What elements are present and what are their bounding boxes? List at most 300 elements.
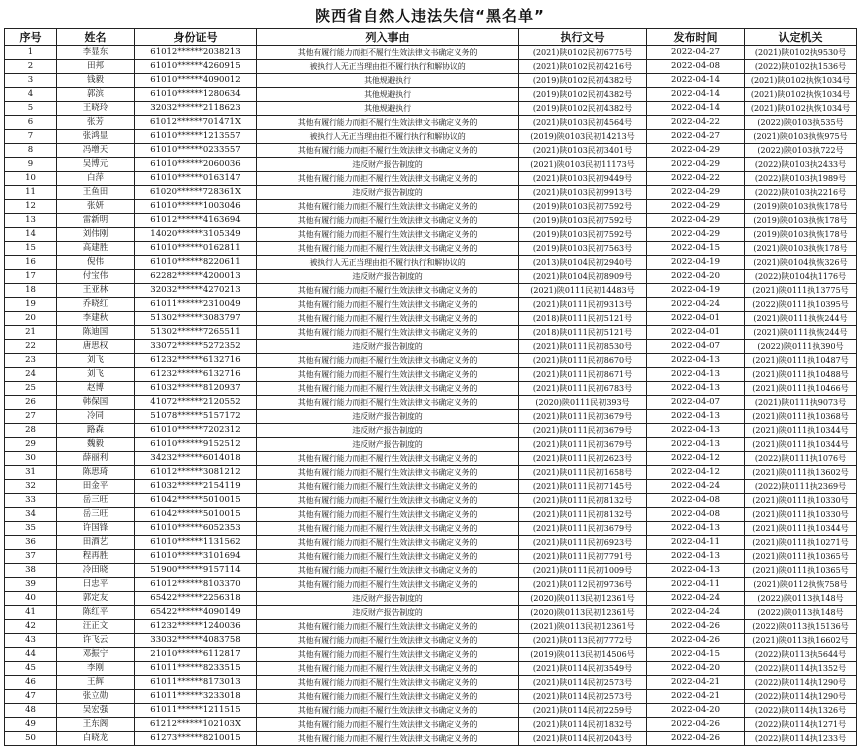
cell-index: 42 [5,620,57,634]
cell-index: 34 [5,508,57,522]
cell-document-number: (2021)陕0113民初12361号 [519,620,647,634]
table-row [5,676,857,690]
cell-document-number: (2020)陕0113民初12361号 [519,592,647,606]
cell-authority: (2021)陕0111执10271号 [745,536,857,550]
cell-authority: (2022)陕0113执148号 [745,592,857,606]
cell-id-number: 61010******1213557 [135,130,257,144]
cell-authority: (2021)陕0111执9073号 [745,396,857,410]
cell-index: 38 [5,564,57,578]
cell-index: 46 [5,676,57,690]
cell-index: 30 [5,452,57,466]
cell-reason: 其他有履行能力而拒不履行生效法律文书确定义务的 [257,690,519,704]
cell-reason: 其他规避执行 [257,74,519,88]
cell-document-number: (2021)陕0111民初7145号 [519,480,647,494]
cell-index: 41 [5,606,57,620]
cell-reason: 其他有履行能力而拒不履行生效法律文书确定义务的 [257,326,519,340]
cell-reason: 其他有履行能力而拒不履行生效法律文书确定义务的 [257,648,519,662]
cell-id-number: 61011******1211515 [135,704,257,718]
cell-id-number: 33032******4083758 [135,634,257,648]
cell-publish-date: 2022-04-13 [647,382,745,396]
cell-index: 44 [5,648,57,662]
cell-document-number: (2021)陕0111民初8132号 [519,508,647,522]
cell-index: 33 [5,494,57,508]
cell-id-number: 61012******8103370 [135,578,257,592]
cell-name: 邓振宁 [57,648,135,662]
cell-name: 冯增天 [57,144,135,158]
cell-document-number: (2021)陕0114民初2043号 [519,732,647,746]
cell-reason: 被执行人无正当理由拒不履行执行和解协议的 [257,60,519,74]
cell-document-number: (2021)陕0111民初3679号 [519,438,647,452]
cell-id-number: 61010******1131562 [135,536,257,550]
cell-id-number: 51302******3083797 [135,312,257,326]
cell-index: 1 [5,46,57,60]
cell-publish-date: 2022-04-01 [647,326,745,340]
cell-index: 8 [5,144,57,158]
cell-name: 王鱼田 [57,186,135,200]
cell-document-number: (2021)陕0111民初14483号 [519,284,647,298]
cell-authority: (2022)陕0113执15136号 [745,620,857,634]
cell-reason: 违反财产报告制度的 [257,592,519,606]
cell-name: 田邦 [57,60,135,74]
cell-authority: (2021)陕0102执恢1034号 [745,88,857,102]
cell-document-number: (2019)陕0103民初7563号 [519,242,647,256]
cell-name: 陈红平 [57,606,135,620]
cell-publish-date: 2022-04-08 [647,494,745,508]
cell-document-number: (2021)陕0103民初11173号 [519,158,647,172]
cell-id-number: 61012******3081212 [135,466,257,480]
cell-name: 岳三旺 [57,494,135,508]
cell-index: 49 [5,718,57,732]
cell-name: 王晓玲 [57,102,135,116]
cell-authority: (2022)陕0102执1536号 [745,60,857,74]
cell-id-number: 61010******2060036 [135,158,257,172]
cell-document-number: (2021)陕0111民初8671号 [519,368,647,382]
table-row [5,46,857,60]
cell-index: 40 [5,592,57,606]
cell-publish-date: 2022-04-24 [647,480,745,494]
cell-publish-date: 2022-04-20 [647,662,745,676]
col-header-id-number: 身份证号 [135,29,257,46]
cell-authority: (2019)陕0103执恢178号 [745,228,857,242]
cell-document-number: (2021)陕0114民初1832号 [519,718,647,732]
table-row [5,438,857,452]
cell-authority: (2021)陕0111执10330号 [745,508,857,522]
cell-name: 唐思权 [57,340,135,354]
cell-publish-date: 2022-04-20 [647,270,745,284]
col-header-name: 姓名 [57,29,135,46]
cell-publish-date: 2022-04-07 [647,340,745,354]
table-row [5,494,857,508]
cell-reason: 其他有履行能力而拒不履行生效法律文书确定义务的 [257,578,519,592]
cell-authority: (2021)陕0111执恢244号 [745,312,857,326]
cell-document-number: (2021)陕0111民初6783号 [519,382,647,396]
cell-reason: 其他有履行能力而拒不履行生效法律文书确定义务的 [257,200,519,214]
cell-publish-date: 2022-04-29 [647,186,745,200]
cell-authority: (2021)陕0104执恢326号 [745,256,857,270]
cell-authority: (2021)陕0111执10344号 [745,424,857,438]
cell-document-number: (2021)陕0103民初4564号 [519,116,647,130]
cell-name: 陈思琦 [57,466,135,480]
cell-name: 韩保国 [57,396,135,410]
cell-publish-date: 2022-04-15 [647,242,745,256]
cell-publish-date: 2022-04-22 [647,172,745,186]
cell-name: 魏毅 [57,438,135,452]
cell-document-number: (2021)陕0113民初7772号 [519,634,647,648]
cell-document-number: (2019)陕0102民初4382号 [519,74,647,88]
table-row [5,466,857,480]
cell-index: 21 [5,326,57,340]
table-row [5,620,857,634]
cell-reason: 违反财产报告制度的 [257,186,519,200]
cell-index: 27 [5,410,57,424]
cell-publish-date: 2022-04-14 [647,74,745,88]
cell-name: 薛丽利 [57,452,135,466]
cell-reason: 其他有履行能力而拒不履行生效法律文书确定义务的 [257,116,519,130]
cell-document-number: (2021)陕0111民初3679号 [519,410,647,424]
cell-id-number: 61010******0162811 [135,242,257,256]
cell-document-number: (2018)陕0111民初5121号 [519,312,647,326]
cell-index: 3 [5,74,57,88]
cell-authority: (2021)陕0111执10330号 [745,494,857,508]
cell-index: 2 [5,60,57,74]
cell-id-number: 41072******2120552 [135,396,257,410]
cell-publish-date: 2022-04-24 [647,298,745,312]
cell-reason: 其他有履行能力而拒不履行生效法律文书确定义务的 [257,732,519,746]
cell-reason: 其他有履行能力而拒不履行生效法律文书确定义务的 [257,494,519,508]
cell-id-number: 61020******728361X [135,186,257,200]
cell-publish-date: 2022-04-21 [647,676,745,690]
cell-document-number: (2019)陕0102民初4382号 [519,102,647,116]
cell-document-number: (2021)陕0111民初7791号 [519,550,647,564]
cell-reason: 其他有履行能力而拒不履行生效法律文书确定义务的 [257,550,519,564]
cell-index: 5 [5,102,57,116]
cell-name: 李显东 [57,46,135,60]
cell-name: 钱毅 [57,74,135,88]
table-row [5,550,857,564]
cell-document-number: (2020)陕0113民初12361号 [519,606,647,620]
cell-authority: (2021)陕0103执恢178号 [745,242,857,256]
cell-reason: 其他有履行能力而拒不履行生效法律文书确定义务的 [257,704,519,718]
cell-authority: (2022)陕0103执2433号 [745,158,857,172]
table-row [5,74,857,88]
table-row [5,564,857,578]
cell-authority: (2021)陕0111执10368号 [745,410,857,424]
cell-id-number: 61011******3233018 [135,690,257,704]
cell-reason: 其他有履行能力而拒不履行生效法律文书确定义务的 [257,214,519,228]
cell-index: 15 [5,242,57,256]
cell-reason: 其他有履行能力而拒不履行生效法律文书确定义务的 [257,508,519,522]
cell-name: 许国锋 [57,522,135,536]
cell-index: 29 [5,438,57,452]
cell-id-number: 61232******6132716 [135,368,257,382]
cell-index: 45 [5,662,57,676]
col-header-index: 序号 [5,29,57,46]
cell-document-number: (2018)陕0111民初5121号 [519,326,647,340]
cell-document-number: (2019)陕0102民初4382号 [519,88,647,102]
cell-publish-date: 2022-04-21 [647,690,745,704]
cell-name: 付宝伟 [57,270,135,284]
cell-reason: 其他有履行能力而拒不履行生效法律文书确定义务的 [257,718,519,732]
cell-publish-date: 2022-04-12 [647,466,745,480]
cell-id-number: 61032******8120937 [135,382,257,396]
cell-publish-date: 2022-04-13 [647,550,745,564]
cell-reason: 违反财产报告制度的 [257,410,519,424]
table-row [5,354,857,368]
table-row [5,256,857,270]
cell-id-number: 32032******2118623 [135,102,257,116]
cell-authority: (2019)陕0103执恢178号 [745,200,857,214]
table-row [5,88,857,102]
cell-document-number: (2020)陕0111民初393号 [519,396,647,410]
cell-publish-date: 2022-04-27 [647,46,745,60]
cell-reason: 其他有履行能力而拒不履行生效法律文书确定义务的 [257,298,519,312]
cell-index: 43 [5,634,57,648]
cell-name: 刘伟刚 [57,228,135,242]
cell-id-number: 62282******4200013 [135,270,257,284]
cell-document-number: (2021)陕0111民初3679号 [519,424,647,438]
cell-authority: (2021)陕0111执10344号 [745,438,857,452]
cell-name: 许飞云 [57,634,135,648]
table-body [5,46,857,746]
cell-authority: (2022)陕0113执148号 [745,606,857,620]
table-row [5,214,857,228]
cell-reason: 其他有履行能力而拒不履行生效法律文书确定义务的 [257,522,519,536]
cell-authority: (2021)陕0113执16602号 [745,634,857,648]
table-row [5,228,857,242]
cell-authority: (2021)陕0102执恢1034号 [745,102,857,116]
cell-id-number: 61012******2038213 [135,46,257,60]
table-row [5,242,857,256]
cell-document-number: (2021)陕0103民初9449号 [519,172,647,186]
cell-id-number: 61010******4090012 [135,74,257,88]
cell-id-number: 61010******7202312 [135,424,257,438]
cell-index: 47 [5,690,57,704]
cell-authority: (2021)陕0102执9530号 [745,46,857,60]
cell-publish-date: 2022-04-26 [647,718,745,732]
table-row [5,284,857,298]
table-row [5,172,857,186]
cell-publish-date: 2022-04-19 [647,284,745,298]
cell-id-number: 61010******3101694 [135,550,257,564]
cell-authority: (2022)陕0103执535号 [745,116,857,130]
cell-name: 张芳 [57,116,135,130]
cell-name: 刘飞 [57,354,135,368]
cell-reason: 违反财产报告制度的 [257,270,519,284]
cell-index: 50 [5,732,57,746]
cell-name: 冷田晓 [57,564,135,578]
cell-reason: 其他有履行能力而拒不履行生效法律文书确定义务的 [257,676,519,690]
cell-reason: 其他有履行能力而拒不履行生效法律文书确定义务的 [257,228,519,242]
cell-reason: 其他有履行能力而拒不履行生效法律文书确定义务的 [257,396,519,410]
table-row [5,522,857,536]
cell-document-number: (2019)陕0103民初7592号 [519,214,647,228]
cell-reason: 其他有履行能力而拒不履行生效法律文书确定义务的 [257,368,519,382]
cell-id-number: 61010******1003046 [135,200,257,214]
cell-authority: (2022)陕0114执1290号 [745,676,857,690]
cell-authority: (2021)陕0111执13775号 [745,284,857,298]
cell-authority: (2022)陕0103执722号 [745,144,857,158]
cell-id-number: 61212******102103X [135,718,257,732]
cell-publish-date: 2022-04-01 [647,312,745,326]
cell-name: 路森 [57,424,135,438]
cell-id-number: 61010******8220611 [135,256,257,270]
cell-reason: 违反财产报告制度的 [257,340,519,354]
table-row [5,312,857,326]
cell-name: 白萍 [57,172,135,186]
cell-name: 李刚 [57,662,135,676]
cell-reason: 其他有履行能力而拒不履行生效法律文书确定义务的 [257,354,519,368]
cell-name: 倪伟 [57,256,135,270]
cell-publish-date: 2022-04-13 [647,564,745,578]
cell-id-number: 61011******8173013 [135,676,257,690]
cell-authority: (2021)陕0111执10365号 [745,550,857,564]
cell-publish-date: 2022-04-29 [647,214,745,228]
cell-id-number: 61012******701471X [135,116,257,130]
cell-document-number: (2021)陕0111民初1658号 [519,466,647,480]
cell-authority: (2022)陕0114执1233号 [745,732,857,746]
cell-publish-date: 2022-04-13 [647,438,745,452]
cell-id-number: 51078******5157172 [135,410,257,424]
cell-publish-date: 2022-04-13 [647,354,745,368]
cell-publish-date: 2022-04-14 [647,102,745,116]
cell-document-number: (2019)陕0113民初14506号 [519,648,647,662]
cell-reason: 其他有履行能力而拒不履行生效法律文书确定义务的 [257,46,519,60]
table-row [5,200,857,214]
cell-authority: (2021)陕0111执10488号 [745,368,857,382]
cell-publish-date: 2022-04-15 [647,648,745,662]
cell-reason: 被执行人无正当理由拒不履行执行和解协议的 [257,256,519,270]
cell-name: 赵博 [57,382,135,396]
table-row [5,606,857,620]
cell-publish-date: 2022-04-29 [647,200,745,214]
cell-id-number: 61011******2310049 [135,298,257,312]
cell-document-number: (2021)陕0102民初4216号 [519,60,647,74]
cell-index: 16 [5,256,57,270]
cell-reason: 其他有履行能力而拒不履行生效法律文书确定义务的 [257,620,519,634]
table-row [5,718,857,732]
cell-index: 14 [5,228,57,242]
cell-authority: (2021)陕0112执恢758号 [745,578,857,592]
cell-reason: 其他有履行能力而拒不履行生效法律文书确定义务的 [257,382,519,396]
cell-name: 王亚林 [57,284,135,298]
cell-name: 李建秋 [57,312,135,326]
cell-document-number: (2021)陕0112民初9736号 [519,578,647,592]
cell-name: 曰忠平 [57,578,135,592]
cell-document-number: (2021)陕0102民初6775号 [519,46,647,60]
cell-name: 郭滨 [57,88,135,102]
cell-publish-date: 2022-04-08 [647,60,745,74]
cell-document-number: (2021)陕0114民初2573号 [519,676,647,690]
cell-reason: 违反财产报告制度的 [257,606,519,620]
table-row [5,536,857,550]
cell-publish-date: 2022-04-26 [647,732,745,746]
cell-authority: (2022)陕0111执390号 [745,340,857,354]
cell-id-number: 61010******6052353 [135,522,257,536]
table-row [5,368,857,382]
cell-document-number: (2021)陕0114民初3549号 [519,662,647,676]
cell-index: 12 [5,200,57,214]
cell-name: 高建胜 [57,242,135,256]
table-row [5,634,857,648]
cell-document-number: (2021)陕0111民初8132号 [519,494,647,508]
cell-document-number: (2021)陕0111民初9313号 [519,298,647,312]
table-row [5,102,857,116]
blacklist-sheet [4,4,856,746]
cell-index: 18 [5,284,57,298]
cell-publish-date: 2022-04-11 [647,578,745,592]
cell-index: 22 [5,340,57,354]
cell-publish-date: 2022-04-24 [647,606,745,620]
header-row [5,29,857,46]
cell-index: 24 [5,368,57,382]
cell-document-number: (2019)陕0103民初14213号 [519,130,647,144]
cell-publish-date: 2022-04-07 [647,396,745,410]
cell-index: 35 [5,522,57,536]
cell-index: 10 [5,172,57,186]
cell-name: 张妍 [57,200,135,214]
cell-publish-date: 2022-04-14 [647,88,745,102]
cell-reason: 其他有履行能力而拒不履行生效法律文书确定义务的 [257,634,519,648]
cell-authority: (2022)陕0111执2369号 [745,480,857,494]
cell-name: 田酒艺 [57,536,135,550]
table-row [5,130,857,144]
cell-id-number: 51302******7265511 [135,326,257,340]
cell-publish-date: 2022-04-19 [647,256,745,270]
cell-document-number: (2021)陕0114民初2573号 [519,690,647,704]
cell-document-number: (2021)陕0111民初2623号 [519,452,647,466]
cell-id-number: 61232******1240036 [135,620,257,634]
cell-publish-date: 2022-04-20 [647,704,745,718]
cell-authority: (2022)陕0114执1290号 [745,690,857,704]
cell-id-number: 61042******5010015 [135,494,257,508]
cell-reason: 其他有履行能力而拒不履行生效法律文书确定义务的 [257,144,519,158]
cell-authority: (2022)陕0114执1352号 [745,662,857,676]
cell-id-number: 65422******2256318 [135,592,257,606]
cell-index: 25 [5,382,57,396]
cell-publish-date: 2022-04-29 [647,144,745,158]
cell-authority: (2019)陕0103执恢178号 [745,214,857,228]
cell-name: 乔晓红 [57,298,135,312]
cell-id-number: 34232******6014018 [135,452,257,466]
table-row [5,578,857,592]
cell-name: 张鸿显 [57,130,135,144]
table-row [5,158,857,172]
cell-publish-date: 2022-04-29 [647,158,745,172]
cell-authority: (2022)陕0111执10395号 [745,298,857,312]
cell-authority: (2022)陕0103执2216号 [745,186,857,200]
cell-index: 17 [5,270,57,284]
table-row [5,396,857,410]
cell-authority: (2022)陕0111执1076号 [745,452,857,466]
cell-authority: (2022)陕0113执5644号 [745,648,857,662]
table-row [5,382,857,396]
cell-document-number: (2021)陕0103民初9913号 [519,186,647,200]
table-row [5,592,857,606]
cell-index: 13 [5,214,57,228]
cell-index: 36 [5,536,57,550]
table-row [5,508,857,522]
cell-index: 11 [5,186,57,200]
cell-publish-date: 2022-04-08 [647,508,745,522]
cell-document-number: (2021)陕0111民初3679号 [519,522,647,536]
cell-document-number: (2021)陕0104民初8909号 [519,270,647,284]
table-row [5,704,857,718]
cell-name: 王辉 [57,676,135,690]
cell-reason: 其他有履行能力而拒不履行生效法律文书确定义务的 [257,564,519,578]
cell-document-number: (2021)陕0111民初1009号 [519,564,647,578]
cell-publish-date: 2022-04-24 [647,592,745,606]
cell-reason: 违反财产报告制度的 [257,424,519,438]
